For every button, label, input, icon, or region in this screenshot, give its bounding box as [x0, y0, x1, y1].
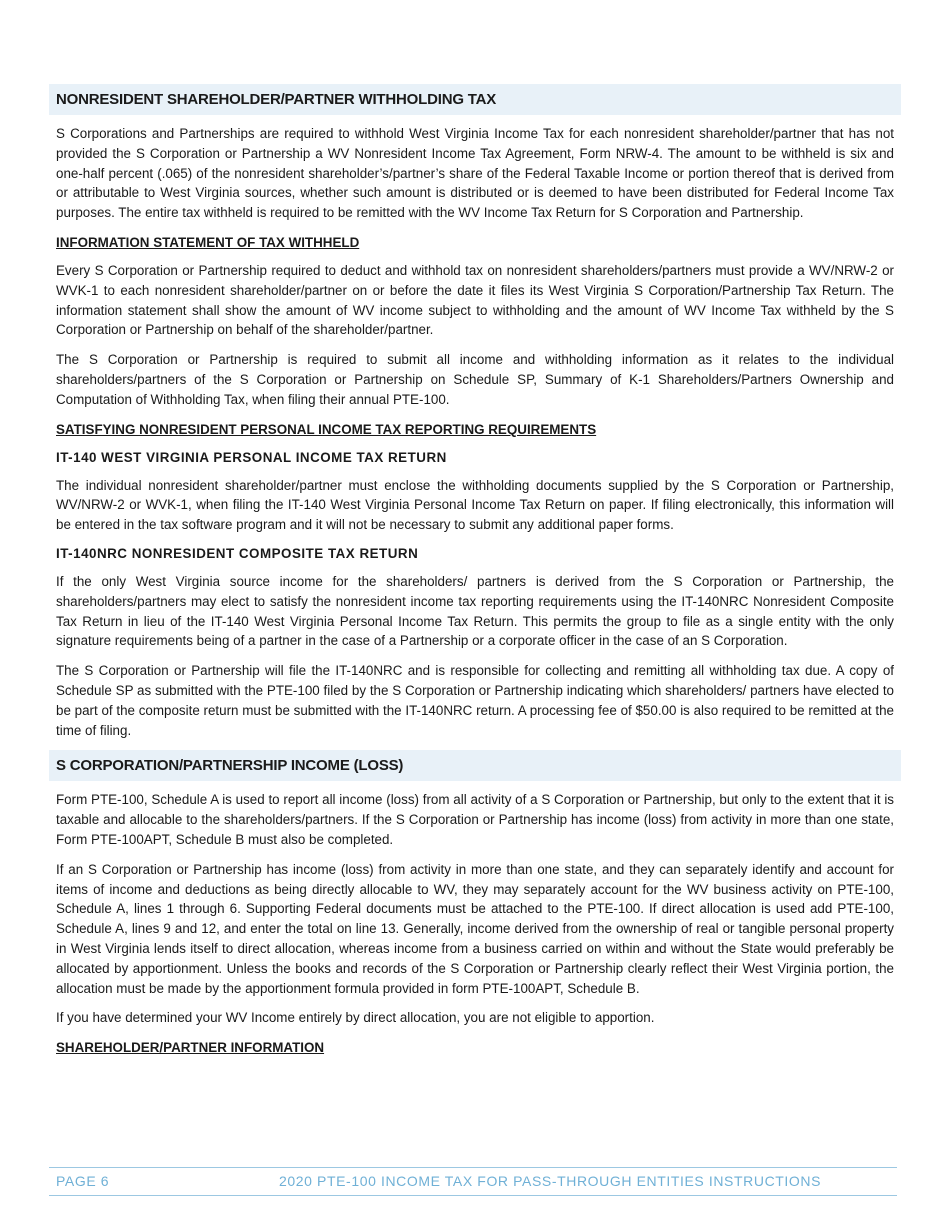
it140-heading: IT-140 WEST VIRGINIA PERSONAL INCOME TAX RETURN: [56, 449, 447, 465]
income-loss-paragraph-3: If you have determined your WV Income entirely by direct allocation, you are not eligible to apportion.: [56, 1010, 655, 1026]
section-title-income-loss: S CORPORATION/PARTNERSHIP INCOME (LOSS): [49, 750, 901, 781]
withholding-paragraph: S Corporations and Partnerships are required to withhold West Virginia Income Tax for each nonresident shareholder/partner that has not provided the S Corporation or Partnership a WV Nonresident Income Tax Agreement, Form NRW-4. The amount to be withheld is six and one-half percent (.065) of the nonresident shareholder’s/partner’s share of the Federal Taxable Income or portion thereof that is derived from or attributable to West Virginia sources, whether such amount is distributed or is deemed to have been distributed for Federal Income Tax purposes. The entire tax withheld is required to be remitted with the WV Income Tax Return for S Corporation and Partnership.: [56, 126, 894, 221]
income-loss-paragraph-1: Form PTE-100, Schedule A is used to report all income (loss) from all activity of a S Corporation or Partnership, but only to the extent that it is taxable and allocable to the shareholders/partners. If the S Corporation or Partnership has income (loss) from activity in more than one state, Form PTE-100APT, Schedule B must also be completed.: [56, 792, 894, 847]
page-footer: [49, 1167, 897, 1196]
document-page: [49, 84, 901, 1057]
footer-page-number: PAGE 6: [56, 1173, 110, 1189]
it140-paragraph: The individual nonresident shareholder/partner must enclose the withholding documents supplied by the S Corporation or Partnership, WV/NRW-2 or WVK-1, when filing the IT-140 West Virginia Personal Income Tax Return on paper. If filing electronically, this information will be entered in the tax software program and it will not be necessary to submit any additional paper forms.: [56, 477, 894, 533]
it140nrc-paragraph-1: If the only West Virginia source income for the shareholders/ partners is derived from the S Corporation or Partnership, the shareholders/partners may elect to satisfy the nonresident income tax reporting requirements using the IT-140NRC Nonresident Composite Tax Return in lieu of the IT-140 West Virginia Personal Income Tax Return. This permits the group to file as a single entity with the only signature requirements being of a partner in the case of a Partnership or a corporate officer in the case of an S Corporation.: [56, 573, 894, 649]
it140nrc-paragraph-2: The S Corporation or Partnership will file the IT-140NRC and is responsible for collecting and remitting all withholding tax due. A copy of Schedule SP as submitted with the PTE-100 filed by the S Corporation or Partnership indicating which shareholders/ partners have elected to be part of the composite return must be submitted with the IT-140NRC return. A processing fee of $50.00 is also required to be remitted at the time of filing.: [56, 663, 894, 738]
info-statement-heading: INFORMATION STATEMENT OF TAX WITHHELD: [56, 234, 360, 250]
it140nrc-heading: IT-140NRC NONRESIDENT COMPOSITE TAX RETURN: [56, 545, 419, 561]
info-statement-paragraph-2: The S Corporation or Partnership is required to submit all income and withholding information as it relates to the individual shareholders/partners of the S Corporation or Partnership on Schedule SP, Summary of K-1 Shareholders/Partners Ownership and Computation of Withholding Tax, when filing their annual PTE-100.: [56, 352, 894, 407]
satisfying-requirements-heading: SATISFYING NONRESIDENT PERSONAL INCOME TAX REPORTING REQUIREMENTS: [56, 421, 597, 437]
income-loss-paragraph-2: If an S Corporation or Partnership has income (loss) from activity in more than one state, and they can separately identify and account for items of income and deductions as being directly allocable to WV, they may separately account for the WV business activity on PTE-100, Schedule A, lines 1 through 6. Supporting Federal documents must be attached to the PTE-100. If direct allocation is used add PTE-100, Schedule A, lines 9 and 12, and enter the total on line 13. Generally, income derived from the ownership of real or tangible personal property in West Virginia lends itself to direct allocation, whereas income from a business carried on within and without the State would preferably be allocated by apportionment. Unless the books and records of the S Corporation or Partnership clearly reflect their West Virginia portion, the allocation must be made by the apportionment formula provided in form PTE-100APT, Schedule B.: [56, 861, 894, 996]
shareholder-info-heading: SHAREHOLDER/PARTNER INFORMATION: [56, 1040, 325, 1056]
section-title-withholding: NONRESIDENT SHAREHOLDER/PARTNER WITHHOLDING TAX: [49, 84, 901, 115]
info-statement-paragraph-1: Every S Corporation or Partnership required to deduct and withhold tax on nonresident shareholders/partners must provide a WV/NRW-2 or WVK-1 to each nonresident shareholder/partner on or before the date it files its West Virginia S Corporation/Partnership Tax Return. The information statement shall show the amount of WV income subject to withholding and the amount of WV Income Tax withheld by the S Corporation or Partnership on behalf of the shareholder/partner.: [56, 262, 894, 338]
footer-document-title: 2020 PTE-100 INCOME TAX FOR PASS-THROUGH ENTITIES INSTRUCTIONS: [279, 1173, 822, 1189]
